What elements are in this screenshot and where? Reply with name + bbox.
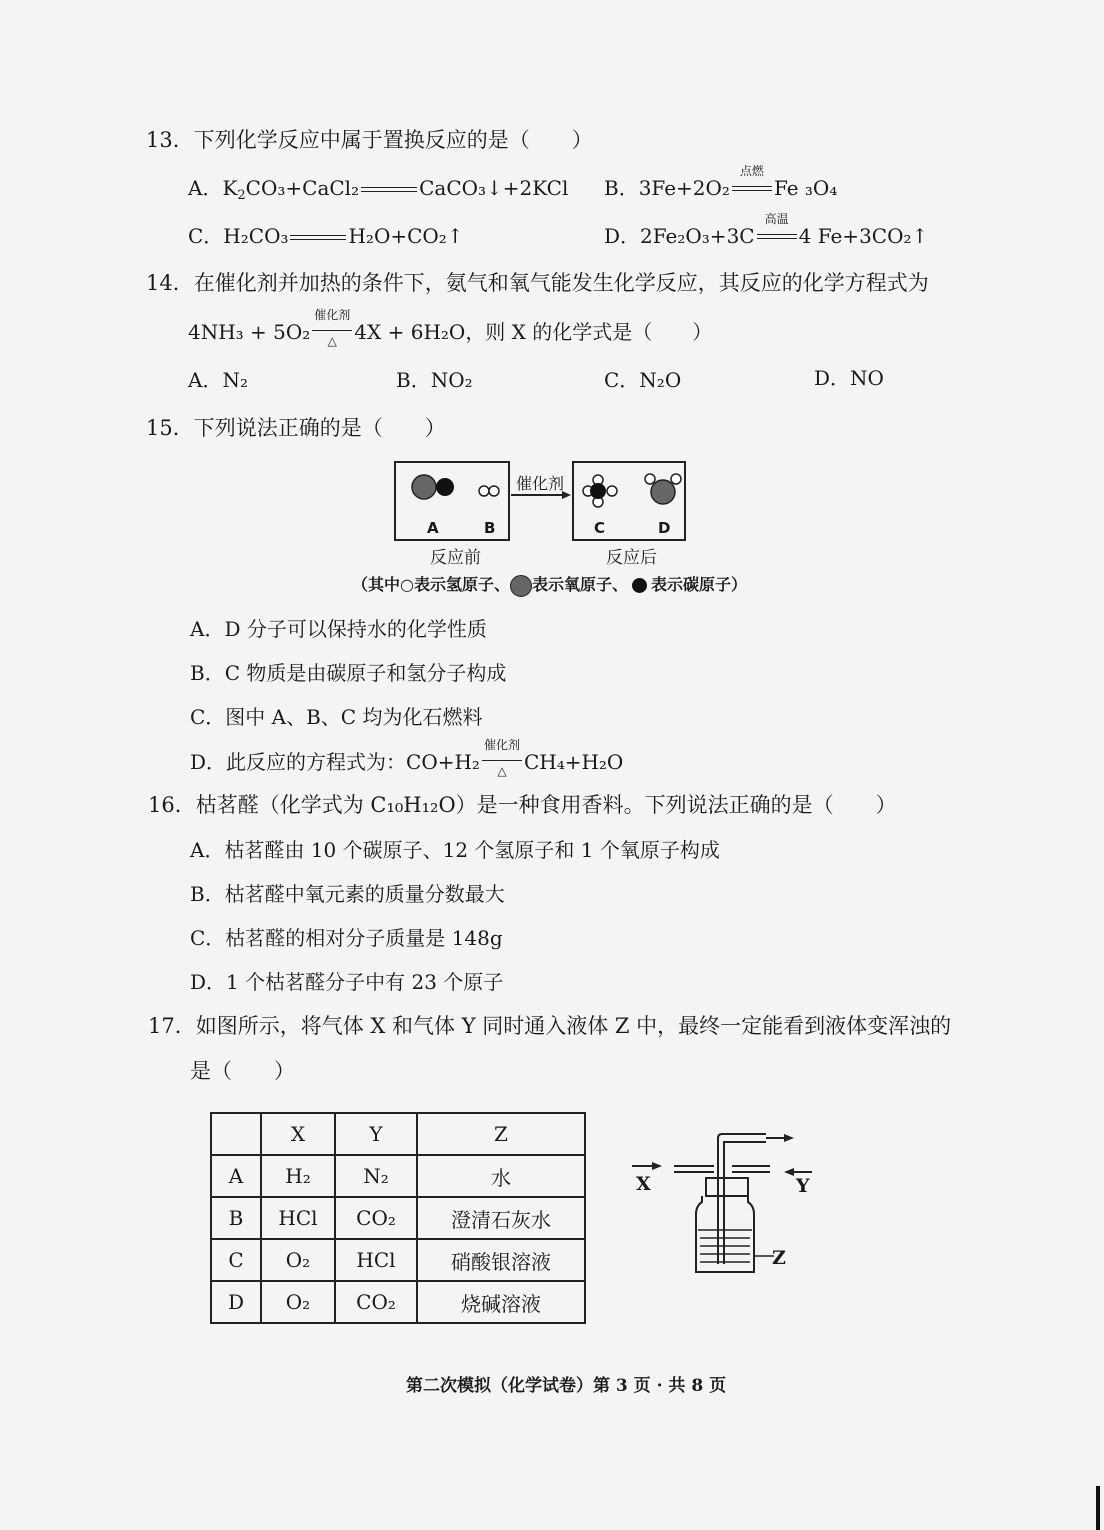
q16-option-b: B．枯茗醛中氧元素的质量分数最大 <box>190 882 505 906</box>
table-cell: 澄清石灰水 <box>417 1197 585 1239</box>
q17-options-table <box>210 1112 586 1324</box>
table-cell: CO₂ <box>335 1281 417 1323</box>
table-cell: 水 <box>417 1155 585 1197</box>
hydrogen-atom-icon <box>607 486 617 496</box>
stopper <box>706 1178 748 1196</box>
hydrogen-atom-icon <box>671 474 681 484</box>
q16-option-c: C．枯茗醛的相对分子质量是 148g <box>190 926 503 950</box>
label-c: C <box>594 519 606 537</box>
table-row <box>211 1281 585 1323</box>
table-cell: O₂ <box>261 1281 335 1323</box>
table-row <box>211 1197 585 1239</box>
label-b: B <box>484 519 496 537</box>
after-label: 反应后 <box>606 548 657 568</box>
diagram-legend: （其中○表示氢原子、 表示氧原子、 表示碳原子） <box>352 573 747 597</box>
q13-option-d: D．2Fe₂O₃+3C 高温 4 Fe+3CO₂↑ <box>604 211 929 248</box>
oxygen-atom-icon <box>412 475 436 499</box>
hydrogen-atom-icon <box>479 486 489 496</box>
q15-option-a: A．D 分子可以保持水的化学性质 <box>190 617 487 641</box>
q15-option-b: B．C 物质是由碳原子和氢分子构成 <box>190 661 507 685</box>
q15-option-d: D．此反应的方程式为：CO+H₂ 催化剂 △ CH₄+H₂O <box>190 737 624 778</box>
label-x: X <box>636 1173 651 1195</box>
label-z: Z <box>772 1247 786 1269</box>
q17-stem-line2: 是（ ） <box>190 1059 295 1083</box>
q14-equation: 4NH₃ + 5O₂ 催化剂 △ 4X + 6H₂O，则 X 的化学式是（ ） <box>188 307 713 348</box>
oxygen-legend-icon <box>510 575 532 597</box>
label-d: D <box>658 519 671 537</box>
table-header-cell: Y <box>335 1113 417 1155</box>
table-row <box>211 1155 585 1197</box>
q16-option-d: D．1 个枯茗醛分子中有 23 个原子 <box>190 970 504 994</box>
label-a: A <box>427 519 439 537</box>
table-cell: H₂ <box>261 1155 335 1197</box>
gas-bottle-apparatus <box>626 1126 826 1286</box>
oxygen-atom-icon <box>651 480 675 504</box>
table-cell: 烧碱溶液 <box>417 1281 585 1323</box>
q14-stem: 14．在催化剂并加热的条件下，氨气和氧气能发生化学反应，其反应的化学方程式为 <box>146 271 929 295</box>
q13-stem: 13．下列化学反应中属于置换反应的是（ ） <box>146 128 593 152</box>
table-row <box>211 1239 585 1281</box>
table-cell: O₂ <box>261 1239 335 1281</box>
label-y: Y <box>796 1175 810 1197</box>
table-header-cell <box>211 1113 261 1155</box>
q16-stem: 16．枯茗醛（化学式为 C₁₀H₁₂O）是一种食用香料。下列说法正确的是（ ） <box>148 793 897 817</box>
q13-option-b: B．3Fe+2O₂ 点燃 Fe ₃O₄ <box>604 163 838 200</box>
table-header-cell: Z <box>417 1113 585 1155</box>
carbon-atom-icon <box>436 478 454 496</box>
table-header-cell: X <box>261 1113 335 1155</box>
table-header-row <box>211 1113 585 1155</box>
table-cell: 硝酸银溶液 <box>417 1239 585 1281</box>
carbon-legend-icon <box>632 578 647 593</box>
carbon-atom-icon <box>590 483 606 499</box>
q15-stem: 15．下列说法正确的是（ ） <box>146 416 446 440</box>
table-cell: C <box>211 1239 261 1281</box>
catalyst-label: 催化剂 <box>516 474 565 493</box>
table-cell: N₂ <box>335 1155 417 1197</box>
q14-option-d: D．NO <box>814 366 884 390</box>
before-label: 反应前 <box>430 548 481 568</box>
hydrogen-atom-icon <box>489 486 499 496</box>
table-cell: HCl <box>261 1197 335 1239</box>
q15-option-c: C．图中 A、B、C 均为化石燃料 <box>190 705 483 729</box>
q14-option-c: C．N₂O <box>604 368 682 392</box>
page-footer: 第二次模拟（化学试卷）第 3 页 · 共 8 页 <box>406 1376 727 1396</box>
q14-option-a: A．N₂ <box>188 368 248 392</box>
table-cell: B <box>211 1197 261 1239</box>
table-cell: CO₂ <box>335 1197 417 1239</box>
q13-option-c: C．H₂CO₃ H₂O+CO₂↑ <box>188 224 464 248</box>
q17-stem-line1: 17．如图所示，将气体 X 和气体 Y 同时通入液体 Z 中，最终一定能看到液体变浑浊的 <box>148 1014 952 1038</box>
q14-option-b: B．NO₂ <box>396 368 473 392</box>
q16-option-a: A．枯茗醛由 10 个碳原子、12 个氢原子和 1 个氧原子构成 <box>190 838 720 862</box>
hydrogen-atom-icon <box>645 474 655 484</box>
scan-edge-mark <box>1096 1486 1100 1530</box>
q13-option-a: A．$K_2CO_3+CaCl_2$ CaCO₃↓+2KCl <box>188 176 569 203</box>
table-cell: HCl <box>335 1239 417 1281</box>
table-cell: D <box>211 1281 261 1323</box>
table-cell: A <box>211 1155 261 1197</box>
